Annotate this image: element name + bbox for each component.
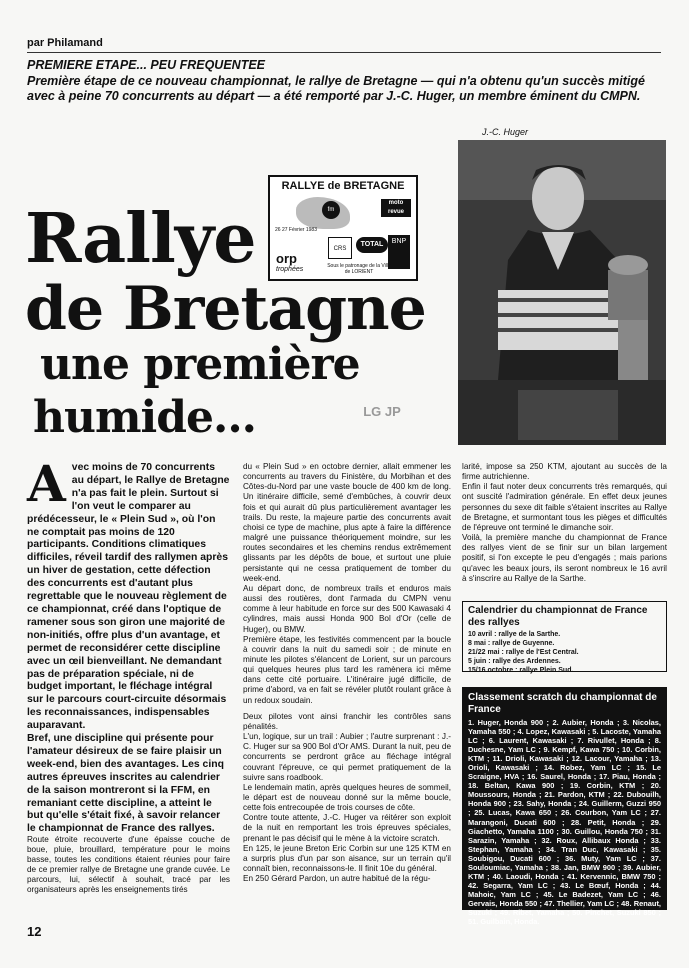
column-b-body xyxy=(243,462,451,884)
intro-paragraph xyxy=(27,454,230,836)
column-c-body xyxy=(462,462,667,584)
calendar-list xyxy=(468,630,661,675)
lead-paragraph: Première étape de ce nouveau championnat, le rallye de Bretagne — qui n'a obtenu qu'un succès mitigé avec à peine 70 concurrents au départ — a été remporté par J.-C. Huger, un membre éminent du CMPN. xyxy=(27,74,645,103)
intro-text-2: Bref, une discipline qui présente pour l'amateur désireux de se faire plaisir un week-end, bien des avantages. Les cinq autres épreuves inscrites au calendrier de la saison montreront si la FFM, en remaniant cette discipline, a atteint le but qu'elle s'était fixé, à savoir relancer le championnat de France des rallyes. xyxy=(27,733,224,835)
column-b-para: Le lendemain matin, après quelques heures de sommeil, le départ est de nouveau donné sur la même boucle, cette fois entrecoupée de trois courses de côte. xyxy=(243,782,451,813)
classement-text: 1. Huger, Honda 900 ; 2. Aubier, Honda ; 3. Nicolas, Yamaha 550 ; 4. Lopez, Kawasaki ; 5. Lacoste, Yamaha LC ; 6. Laurent, Kawasaki ; 7. Rivullet, Honda ; 8. Duchesne, Yam LC ; 9. Kempf, Kawa 750 ; 10. Corbin, KTM ; 11. Drioli, Kawasaki ; 12. Lacour, Yamaha ; 13. Orioli, Kawasaki ; 14. Robez, Yam LC ; 15. Le Scraigne, HVA ; 16. Saurel, Honda ; 17. Piau, Honda ; 18. Beltan, Kawa 900 ; 19. Corbin, KTM ; 20. Moussours, Honda ; 21. Pardon, KTM ; 22. Dubouilh, Honda 900 ; 23. Sahy, Honda ; 24. Guillerm, Guzzi 950 ; 25. Lucas, Kawa 650 ; 26. Courbon, Yam LC ; 27. Marangoni, Ducati 600 ; 28. Petit, Honda ; 29. Giachetto, Yamaha 1100 ; 30. Guillou, Honda 750 ; 31. Sarazin, Yamaha ; 32. Roux, Allibaux Honda ; 33. Stephan, Yamaha ; 34. Tran Duc, Kawasaki ; 35. Soubigou, Ducati 600 ; 36. Muty, Yam LC ; 37. Souloumiac, Yamaha ; 38. Jan, BMW 900 ; 39. Aubier, KTM ; 40. Laoudi, Honda ; 41. Kervennic, BMW 750 ; 42. Segarra, Yam LC ; 43. Le Bœuf, Honda ; 44. Mahoic, Yam LC ; 45. Le Badezet, Yam LC ; 46. Gervais, Honda 550 ; 47. Thellier, Yam LC ; 48. Renaut, Suzuki ; 49. Ribet, Yamaha ; 50. Pinchet, Suzuki 850 ; 51. Guilbain, Honda. xyxy=(468,718,661,927)
trophees-label: trophées xyxy=(276,266,304,273)
calendar-box xyxy=(462,601,667,672)
intro-text: vec moins de 70 concurrents au départ, le Rallye de Bretagne n'a pas fait le plein. Surtout si l'on veut le comparer au prédécesseur, le « Plein Sud », où l'on ne comptait pas moins de 120 participants. Conditions climatiques difficiles, réveil tardif des rallymen après un hiver de gestation, cette défection des concurrents est d'autant plus regrettable que le nouveau règlement de ce championnat, créé dans l'optique de ramener sous son giron une majorité de non-initiés, offre plus d'un avantage, et permet de reconsidérer cette discipline avec un œil bienveillant. Ne demandant pas de préparation spéciale, ni de budget important, le fléchage intégral sur le parcours court-circuite désormais les reconnaissances, indispensables auparavant. xyxy=(27,462,230,732)
header-rule xyxy=(27,52,661,53)
column-b-para: du « Plein Sud » en octobre dernier, allait emmener les concurrents au travers du Finistère, du Morbihan et des Côtes-du-Nord par une vaste boucle de 400 km de long. Un itinéraire difficile, semé d'embûches, à couvrir deux fois et qui aurait dû plus particulièrement avantager les trails. Du reste, la majeure partie des concurrents avait choisi ce type de machine, plus apte à faire la différence malgré une puissance théoriquement moindre, sur les routes secondaires et les chemins rendus extrêmement glissants par les dépôts de boue, et surtout une pluie persistante qui ne cessa pratiquement de tomber du week-end. xyxy=(243,462,451,583)
column-b-para: L'un, logique, sur un trail : Aubier ; l'autre surprenant : J.-C. Huger sur sa 900 Bol d'Or AMS. Durant la nuit, peu de concurrents se perdront grâce au fléchage intégral couvrant l'épreuve, ce qui permet pratiquement de la suivre sans roadbook. xyxy=(243,732,451,782)
moto-revue-logo: moto revue xyxy=(381,199,411,217)
logo-title: RALLYE de BRETAGNE xyxy=(281,180,405,192)
rider-photo xyxy=(458,140,666,445)
headline-line2: de Bretagne xyxy=(25,274,426,344)
calendar-item: 8 mai : rallye de Guyenne. xyxy=(468,640,555,647)
orp-logo: orp xyxy=(276,251,297,266)
rider-photo-illustration xyxy=(458,140,666,445)
column-b-para: Deux pilotes vont ainsi franchir les contrôles sans pénalités. xyxy=(243,711,451,731)
calendar-item: 21/22 mai : rallye de l'Est Central. xyxy=(468,649,579,656)
column-a-body: Route étroite recouverte d'une épaisse couche de boue, pluie, brouillard, température pour le moins basse, toutes les conditions étaient réunies pour faire de ce premier rallye de Bretagne une grande cuvée. Le parcours, lui, sélectif à souhait, tracé par les organisateurs après les enseignements tirés xyxy=(27,835,230,895)
photo-caption: J.-C. Huger xyxy=(482,127,529,137)
column-c-para: Enfin il faut noter deux concurrents très remarqués, qui ont suscité l'admiration générale. En effet deux jeunes personnes du sexe dit faible s'étaient inscrites au Rallye de Bretagne, et surmontant tous les pièges et difficultés de l'épreuve ont terminé le dimanche soir. xyxy=(462,482,667,532)
rally-logo xyxy=(268,175,418,281)
calendar-title: Calendrier du championnat de France des rallyes xyxy=(468,605,648,628)
column-b-para: Au départ donc, de nombreux trails et enduros mais aussi des routières, dont l'armada du CMPN venu comme à leur habitude en force sur des 500 Kawasaki 4 cylindres, mais aussi Honda 900 Bol d'Or (celle de Huger), ou BMW. xyxy=(243,583,451,634)
patronage-text: Sous le patronage de la Ville de LORIENT xyxy=(327,263,391,275)
total-logo: TOTAL xyxy=(356,237,388,253)
headline-line4: humide... xyxy=(33,392,256,443)
calendar-item: 10 avril : rallye de la Sarthe. xyxy=(468,631,561,638)
headline-line1: Rallye xyxy=(25,199,256,279)
page-number: 12 xyxy=(27,924,42,939)
crs-logo: CRS xyxy=(328,237,352,259)
column-b-para: Première étape, les festivités commencent par la boucle à couvrir dans la nuit du samedi soir ; de minute en minute les pilotes s'élancent de Lorient, sur un parcours qui quelques heures plus tard les ramènera ici même dans cette cité portuaire. L'itinéraire jugé difficile, de prime d'abord, va en fait se révéler plutôt roulant grâce à un redoux soudain. xyxy=(243,634,451,705)
fm-logo: fm xyxy=(322,201,340,219)
logo-dates: 26 27 Février 1983 xyxy=(275,227,317,233)
bnp-logo: BNP xyxy=(388,235,410,269)
column-c-para: larité, impose sa 250 KTM, ajoutant au succès de la firme autrichienne. xyxy=(462,462,667,482)
classement-box xyxy=(462,687,667,927)
column-b-para: Contre toute attente, J.-C. Huger va réitérer son exploit de la nuit en remportant les trois épreuves spéciales, prenant le pas décisif qui le mène à la victoire scratch. xyxy=(243,813,451,843)
drop-cap: A xyxy=(27,454,66,513)
column-c-para: Voilà, la première manche du championnat de France des rallyes vient de se finir sur un bilan largement positif, si l'on excepte le peu d'engagés ; mais parions qu'avec les beaux jours, ils seront nombreux le 16 avril à s'inscrire au Rallye de la Sarthe. xyxy=(462,533,667,583)
byline: par Philamand xyxy=(27,37,103,49)
headline-line3: une première xyxy=(40,339,360,390)
column-b-para: En 125, le jeune Breton Eric Corbin sur une 125 KTM en a surpris plus d'un par son aisance, sur un terrain qu'il connaît bien, reconnaissons-le. Il finit 10e du général. xyxy=(243,843,451,874)
calendar-item: 15/16 octobre : rallye Plein Sud. xyxy=(468,667,574,674)
watermark-stamp: LG JP xyxy=(363,404,401,419)
column-b-para: En 250 Gérard Pardon, un autre habitué de la régu- xyxy=(243,874,431,884)
classement-title: Classement scratch du championnat de France xyxy=(468,692,657,715)
calendar-item: 5 juin : rallye des Ardennes. xyxy=(468,658,561,665)
kicker: PREMIERE ETAPE... PEU FREQUENTEE xyxy=(27,58,266,72)
